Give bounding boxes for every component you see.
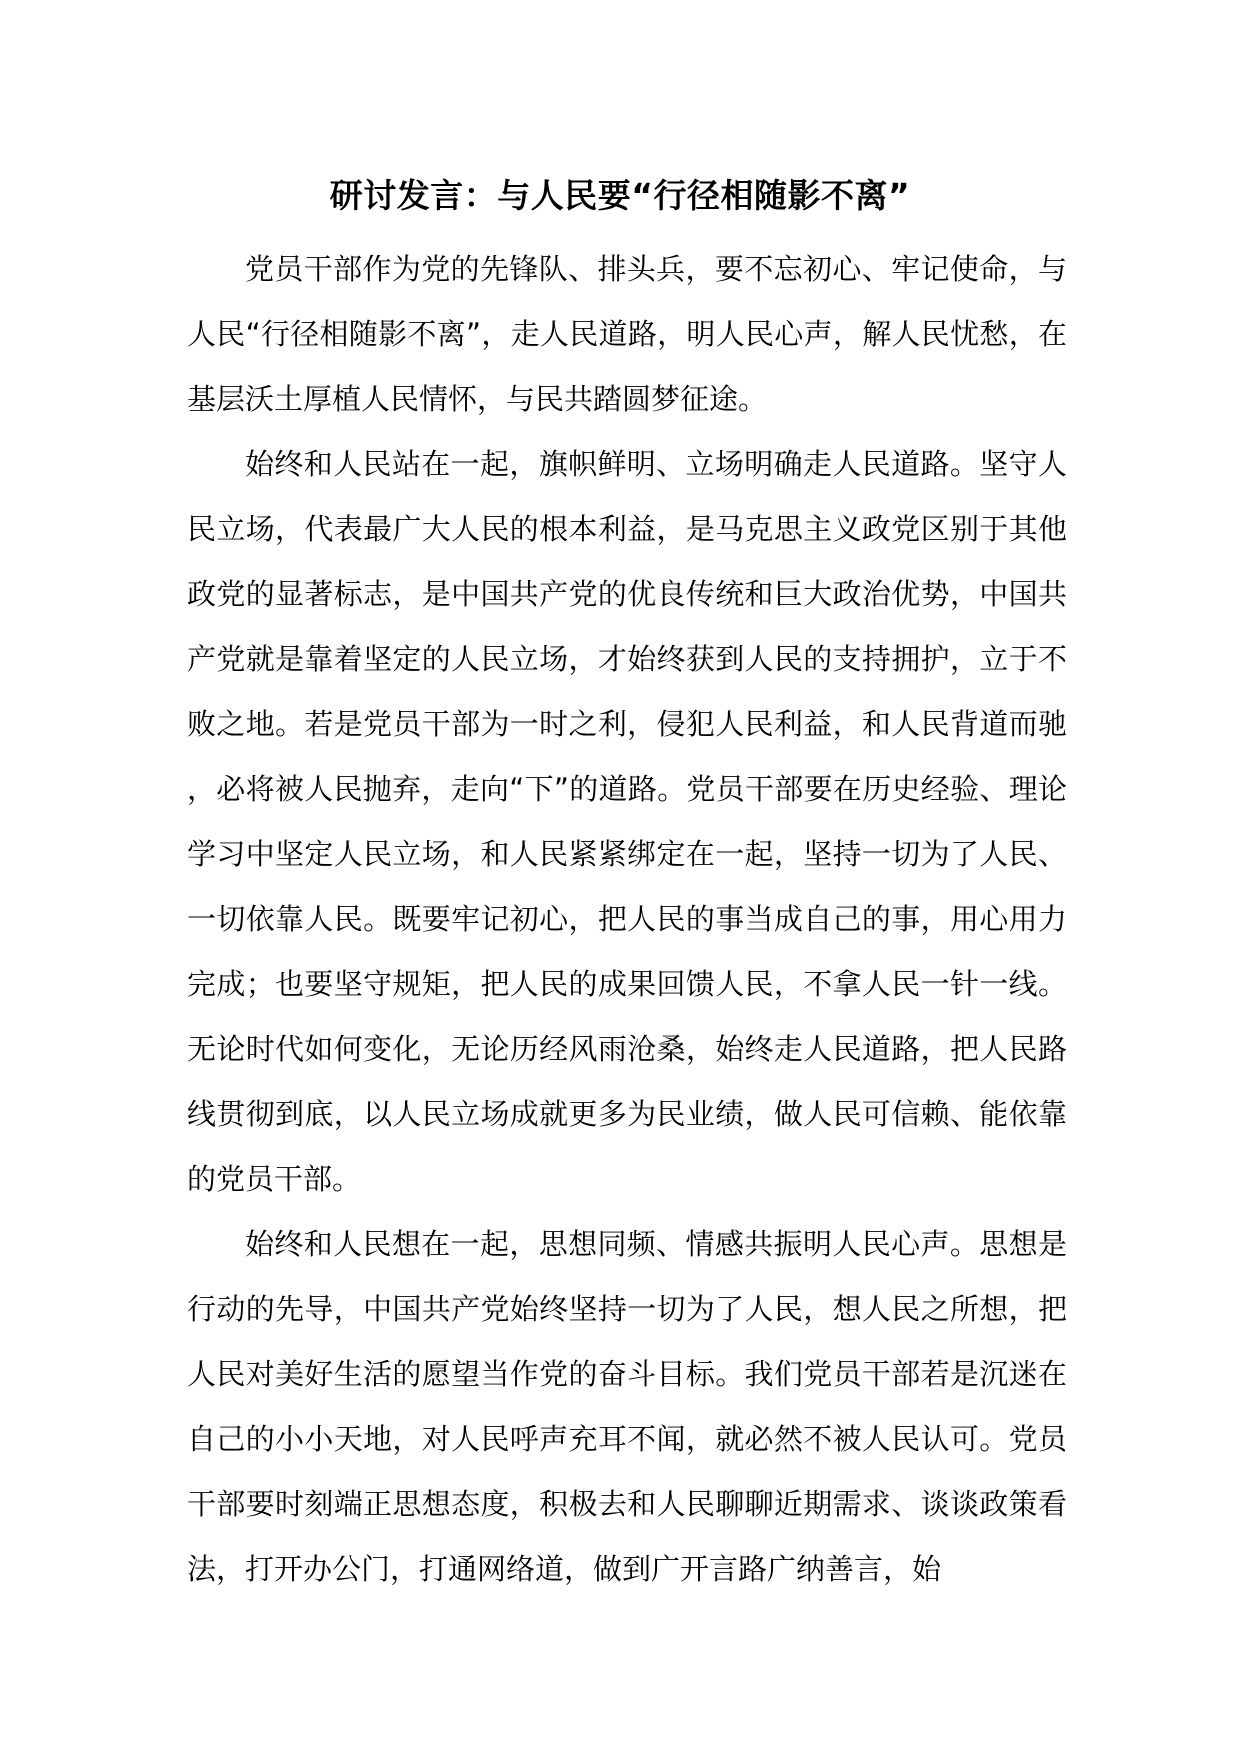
paragraph-1: 党员干部作为党的先锋队、排头兵，要不忘初心、牢记使命，与人民“行径相随影不离”，走人民道路，明人民心声，解人民忧愁，在基层沃土厚植人民情怀，与民共踏圆梦征途。 (187, 252, 1067, 416)
document-body (187, 237, 1067, 1602)
paragraph-3: 始终和人民想在一起，思想同频、情感共振明人民心声。思想是行动的先导，中国共产党始终坚持一切为了人民，想人民之所想，把人民对美好生活的愿望当作党的奋斗目标。我们党员干部若是沉迷在自己的小小天地，对人民呼声充耳不闻，就必然不被人民认可。党员干部要时刻端正思想态度，积极去和人民聊聊近期需求、谈谈政策看法，打开办公门，打通网络道，做到广开言路广纳善言，始 (187, 1227, 1067, 1586)
document-title: 研讨发言：与人民要“行径相随影不离” (329, 176, 911, 215)
paragraph-2: 始终和人民站在一起，旗帜鲜明、立场明确走人民道路。坚守人民立场，代表最广大人民的根本利益，是马克思主义政党区别于其他政党的显著标志，是中国共产党的优良传统和巨大政治优势，中国共产党就是靠着坚定的人民立场，才始终获到人民的支持拥护，立于不败之地。若是党员干部为一时之利，侵犯人民利益，和人民背道而驰，必将被人民抛弃，走向“下”的道路。党员干部要在历史经验、理论学习中坚定人民立场，和人民紧紧绑定在一起，坚持一切为了人民、一切依靠人民。既要牢记初心，把人民的事当成自己的事，用心用力完成；也要坚守规矩，把人民的成果回馈人民，不拿人民一针一线。无论时代如何变化，无论历经风雨沧桑，始终走人民道路，把人民路线贯彻到底，以人民立场成就更多为民业绩，做人民可信赖、能依靠的党员干部。 (187, 447, 1067, 1196)
